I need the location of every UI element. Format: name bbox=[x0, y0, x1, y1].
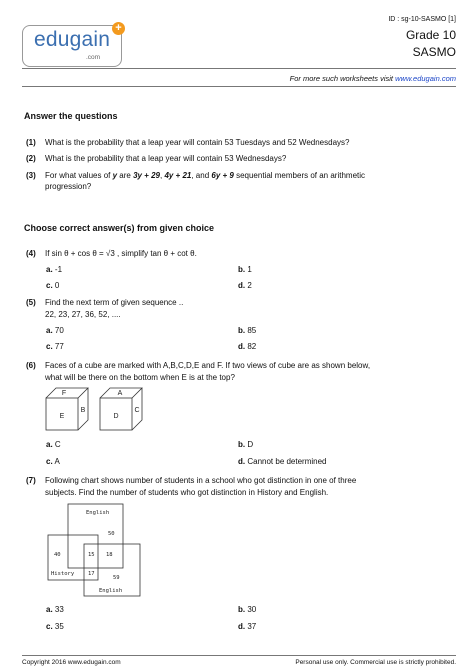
usage-notice: Personal use only. Commercial use is strictly prohibited. bbox=[295, 659, 456, 666]
section-title-answer: Answer the questions bbox=[24, 111, 118, 121]
option-d[interactable]: d. Cannot be determined bbox=[238, 457, 327, 466]
question-number: (5) bbox=[26, 298, 36, 307]
option-a[interactable]: a. 33 bbox=[46, 605, 64, 614]
cube2-side-label: C bbox=[134, 407, 140, 414]
option-b[interactable]: b. D bbox=[238, 440, 254, 449]
logo: edugain bbox=[34, 28, 111, 51]
option-d[interactable]: d. 37 bbox=[238, 622, 257, 631]
venn-label-history: History bbox=[51, 571, 75, 577]
question-text: Find the next term of given sequence .. bbox=[45, 298, 184, 307]
venn-value-15: 15 bbox=[88, 552, 95, 558]
cube2-top-label: A bbox=[117, 390, 123, 397]
question-text: Faces of a cube are marked with A,B,C,D,E and F. If two views of cube are as shown below, bbox=[45, 361, 371, 370]
option-c[interactable]: c. 35 bbox=[46, 622, 64, 631]
q3-expr1: 3y + 29 bbox=[133, 171, 160, 180]
option-d[interactable]: d. 82 bbox=[238, 342, 257, 351]
option-a[interactable]: a. -1 bbox=[46, 265, 63, 274]
q3-sep2: , and bbox=[191, 171, 212, 180]
sequence-text: 22, 23, 27, 36, 52, .... bbox=[45, 310, 121, 319]
question-text: Following chart shows number of students in a school who got distinction in one of three bbox=[45, 476, 357, 485]
q3-text-a: For what values of bbox=[45, 171, 113, 180]
option-a[interactable]: a. C bbox=[46, 440, 61, 449]
option-c[interactable]: c. 0 bbox=[46, 281, 60, 290]
question-number: (4) bbox=[26, 249, 36, 258]
option-a[interactable]: a. 70 bbox=[46, 326, 64, 335]
page-footer bbox=[22, 655, 456, 670]
cube2-front-label: D bbox=[113, 413, 119, 420]
question-text: If sin θ + cos θ = √3 , simplify tan θ + cot θ. bbox=[45, 249, 197, 258]
option-c[interactable]: c. 77 bbox=[46, 342, 64, 351]
header-divider bbox=[22, 68, 456, 69]
venn-label-english: English bbox=[86, 510, 110, 516]
q3-expr3: 6y + 9 bbox=[211, 171, 234, 180]
question-number: (2) bbox=[26, 154, 36, 163]
worksheet-title: SASMO bbox=[412, 45, 456, 59]
venn-value-17: 17 bbox=[88, 571, 95, 577]
question-text-line2: subjects. Find the number of students who got distinction in History and English. bbox=[45, 488, 329, 497]
q3-text-c: sequential members of an arithmetic bbox=[233, 171, 366, 180]
cube-view-2 bbox=[100, 388, 142, 430]
plus-icon: + bbox=[112, 22, 125, 35]
question-text: What is the probability that a leap year will contain 53 Tuesdays and 52 Wednesdays? bbox=[45, 138, 350, 147]
q3-text-b: are bbox=[117, 171, 134, 180]
logo-subtext: .com bbox=[86, 54, 101, 61]
question-text: What is the probability that a leap year will contain 53 Wednesdays? bbox=[45, 154, 287, 163]
venn-diagram bbox=[44, 503, 144, 599]
venn-value-40: 40 bbox=[54, 552, 61, 558]
option-b[interactable]: b. 30 bbox=[238, 605, 257, 614]
q3-text-d: progression? bbox=[45, 181, 92, 191]
worksheet-id: ID : sg-10-SASMO [1] bbox=[388, 16, 456, 23]
grade-label: Grade 10 bbox=[405, 28, 456, 42]
q3-var: y bbox=[112, 171, 118, 180]
cube1-top-label: F bbox=[61, 390, 67, 397]
section-title-choose: Choose correct answer(s) from given choice bbox=[24, 223, 215, 233]
question-number: (6) bbox=[26, 361, 36, 370]
option-b[interactable]: b. 1 bbox=[238, 265, 252, 274]
option-b[interactable]: b. 85 bbox=[238, 326, 257, 335]
option-c[interactable]: c. A bbox=[46, 457, 60, 466]
cube-views-figure bbox=[44, 386, 184, 434]
question-number: (1) bbox=[26, 138, 36, 147]
question-text bbox=[45, 171, 440, 192]
venn-value-50: 50 bbox=[108, 531, 115, 537]
question-number: (7) bbox=[26, 476, 36, 485]
cube1-side-label: B bbox=[80, 407, 86, 414]
venn-label-english-2: English bbox=[99, 588, 123, 594]
more-worksheets-note bbox=[290, 74, 456, 83]
venn-value-59: 59 bbox=[113, 575, 120, 581]
edugain-link[interactable]: www.edugain.com bbox=[395, 74, 456, 83]
option-d[interactable]: d. 2 bbox=[238, 281, 252, 290]
q3-expr2: 4y + 21 bbox=[164, 171, 192, 180]
cube-view-1 bbox=[46, 388, 88, 430]
copyright-text: Copyright 2016 www.edugain.com bbox=[22, 659, 121, 666]
cube1-front-label: E bbox=[59, 413, 65, 420]
q3-sep1: , bbox=[159, 171, 165, 180]
question-number: (3) bbox=[26, 171, 36, 180]
question-text-line2: what will be there on the bottom when E is at the top? bbox=[45, 373, 235, 382]
more-prefix: For more such worksheets visit bbox=[289, 74, 394, 83]
venn-value-18: 18 bbox=[106, 552, 113, 558]
header-divider-2 bbox=[22, 86, 456, 87]
